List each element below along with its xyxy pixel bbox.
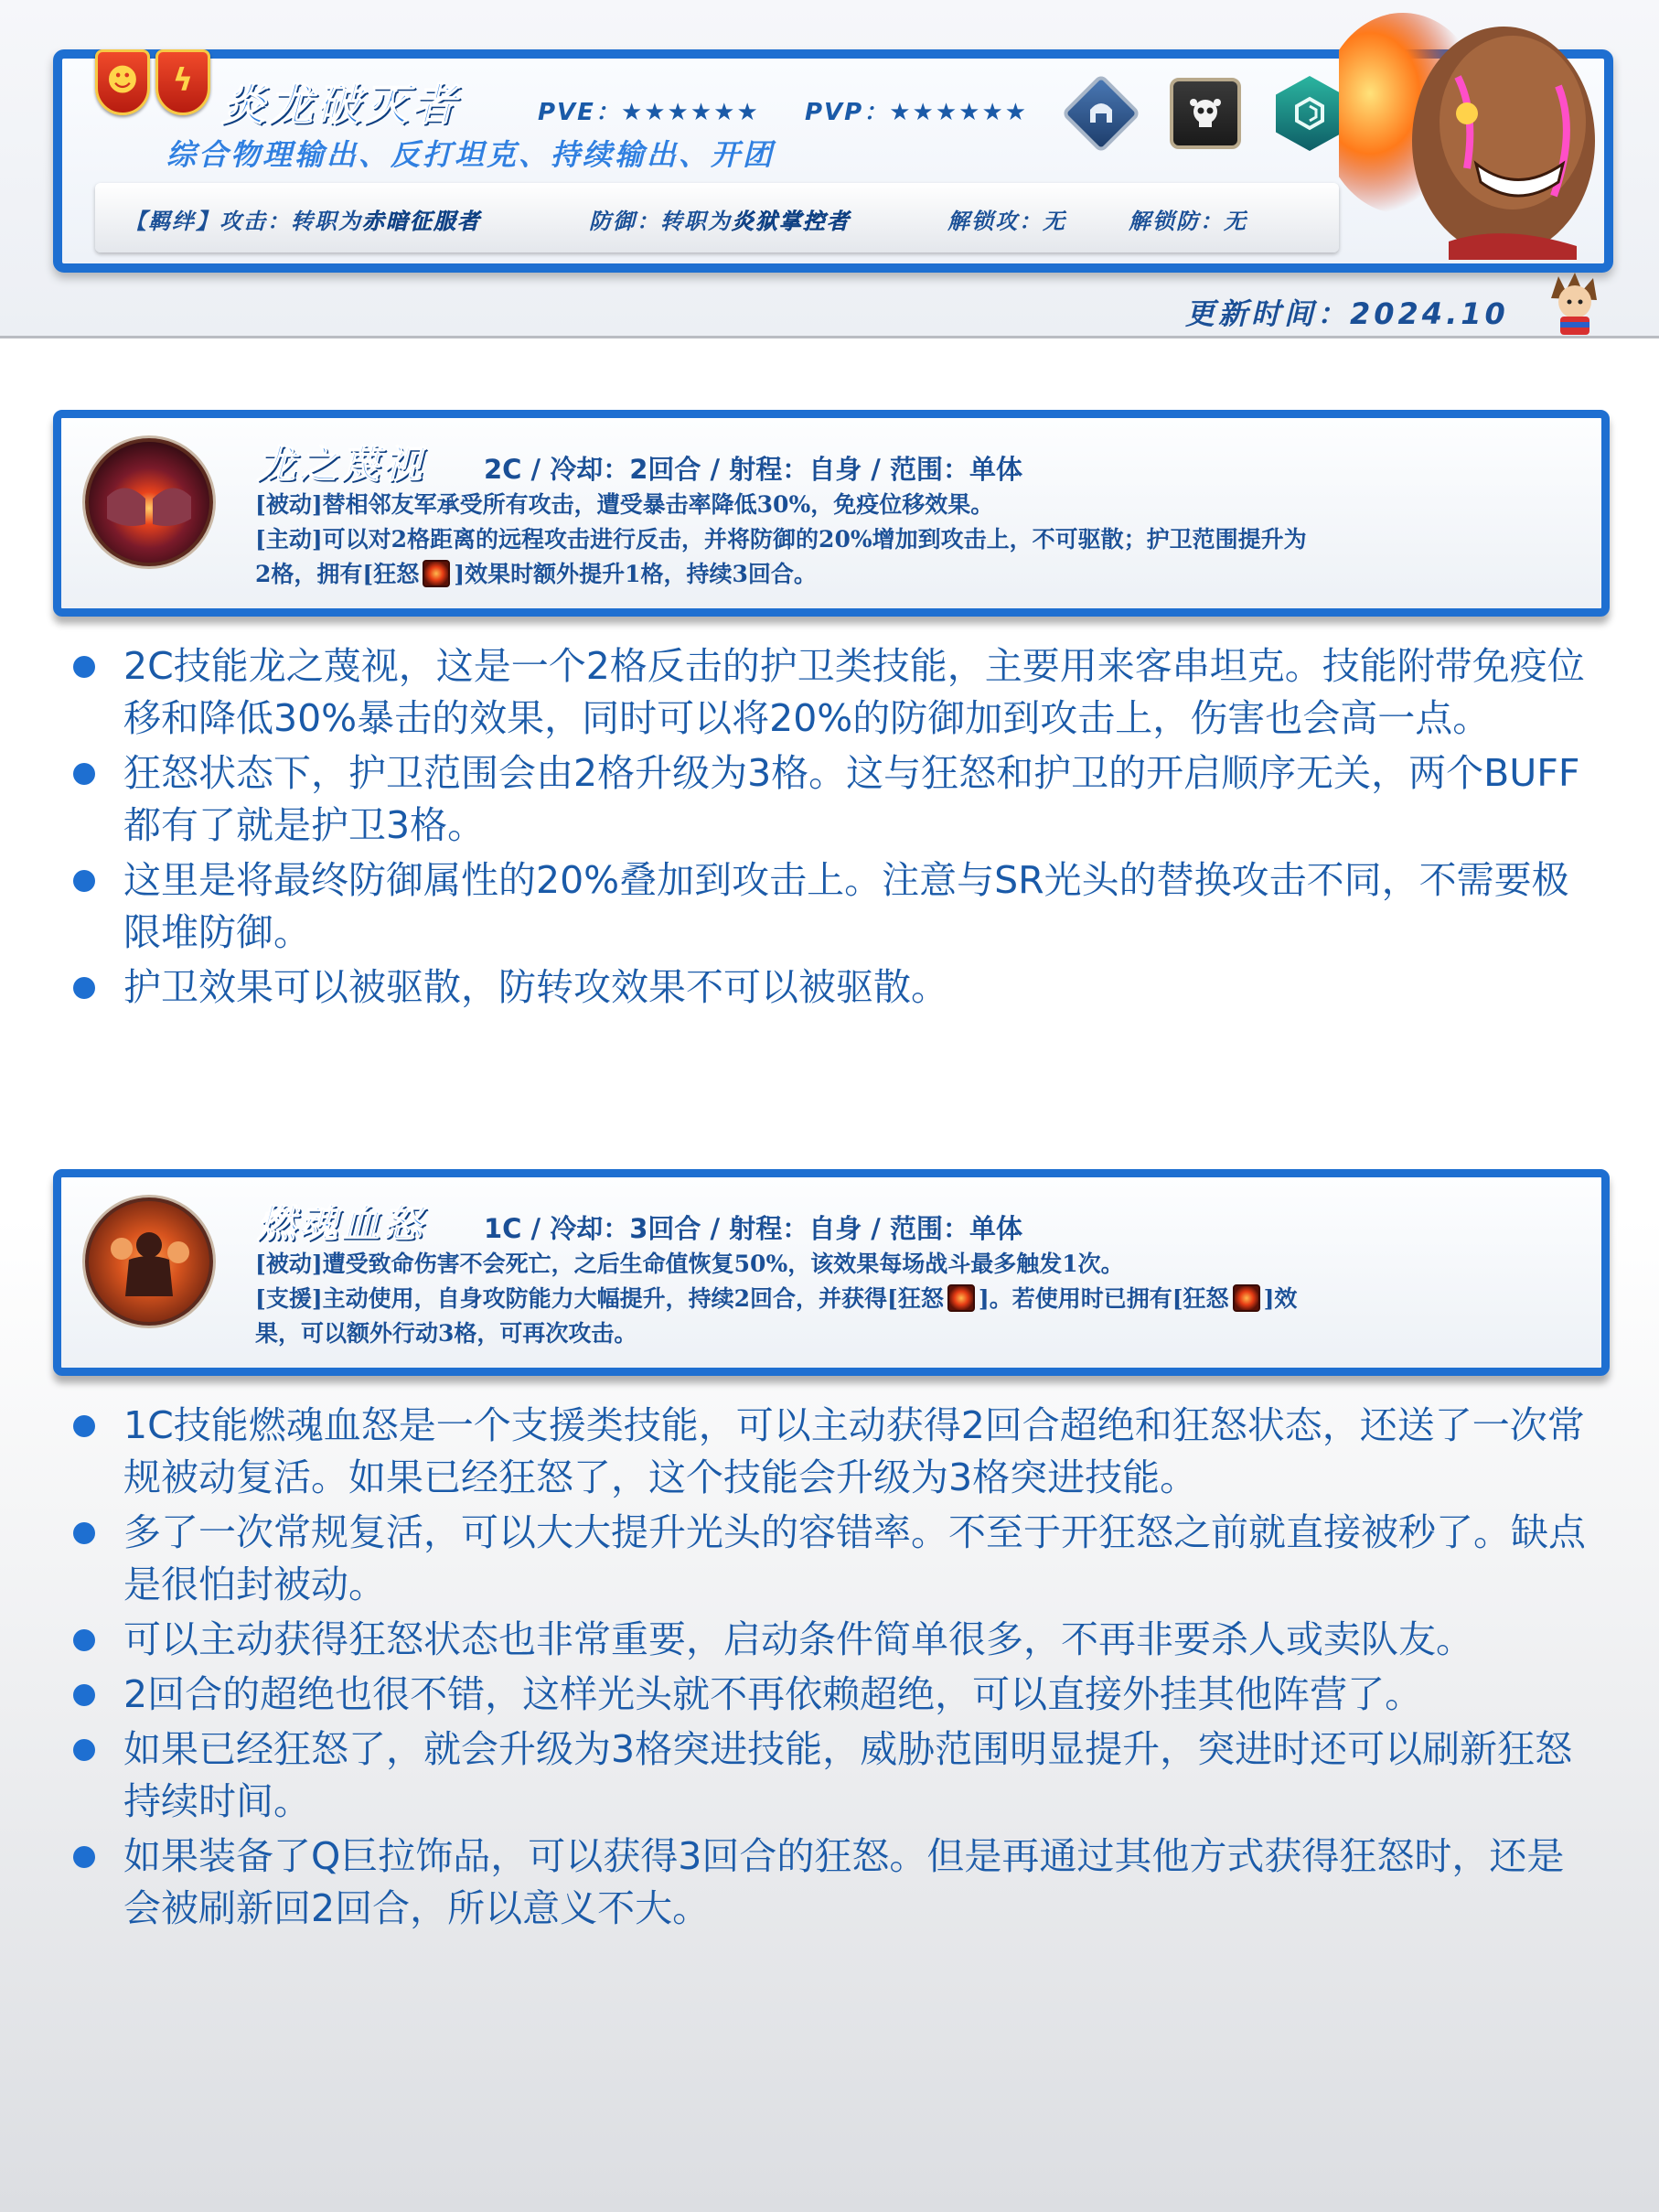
skill-card-dragon-disdain <box>53 410 1610 617</box>
bond-defense-class: 炎狱掌控者 <box>732 209 851 234</box>
list-item: 2C技能龙之蔑视，这是一个2格反击的护卫类技能，主要用来客串坦克。技能附带免疫位移和降低30%暴击的效果，同时可以将20%的防御加到攻击上，伤害也会高一点。 <box>73 640 1591 745</box>
skill-support-desc <box>255 1282 1600 1316</box>
list-item: 狂怒状态下，护卫范围会由2格升级为3格。这与狂怒和护卫的开启顺序无关，两个BUFF都有了就是护卫3格。 <box>73 747 1591 852</box>
crystal-icon <box>1271 75 1348 152</box>
rage-icon <box>947 1284 975 1312</box>
skill-2-notes <box>73 1400 1591 1938</box>
skill-card-burning-soul-rage <box>53 1169 1610 1376</box>
bond-prefix: 【羁绊】攻击：转职为 <box>124 209 362 234</box>
pvp-rating: PVP：★★★★★★ <box>805 99 1029 126</box>
fire-badge-icon: ϟ <box>155 49 210 115</box>
skill-active-desc-cont <box>255 557 1600 592</box>
list-item: 2回合的超绝也很不错，这样光头就不再依赖超绝，可以直接外挂其他阵营了。 <box>73 1669 1591 1721</box>
hero-roles: 综合物理输出、反打坦克、持续输出、开团 <box>166 137 776 172</box>
skill-passive-desc: [被动]遭受致命伤害不会死亡，之后生命值恢复50%，该效果每场战斗最多触发1次。 <box>255 1251 1124 1277</box>
dragon-disdain-skill-icon <box>85 438 213 566</box>
skill-passive-desc: [被动]替相邻友军承受所有攻击，遭受暴击率降低30%，免疫位移效果。 <box>255 491 994 518</box>
pve-rating: PVE：★★★★★★ <box>538 99 760 126</box>
unlock-defense: 解锁防：无 <box>1129 209 1247 234</box>
skill-active-desc: [主动]可以对2格距离的远程攻击进行反击，并将防御的20%增加到攻击上，不可驱散；护卫范围提升为 <box>255 526 1307 553</box>
list-item: 可以主动获得狂怒状态也非常重要，启动条件简单很多，不再非要杀人或卖队友。 <box>73 1614 1591 1666</box>
list-item: 多了一次常规复活，可以大大提升光头的容错率。不至于开狂怒之前就直接被秒了。缺点是很怕封被动。 <box>73 1507 1591 1611</box>
skill-desc-text: [支援]主动使用，自身攻防能力大幅提升，持续2回合，并获得[狂怒 <box>255 1285 944 1312</box>
skill-desc-text: ]效果时额外提升1格，持续3回合。 <box>454 561 817 587</box>
skull-icon <box>1167 75 1244 152</box>
skill-1-notes <box>73 640 1591 1016</box>
list-item: 1C技能燃魂血怒是一个支援类技能，可以主动获得2回合超绝和狂怒状态，还送了一次常规被动复活。如果已经狂怒了，这个技能会升级为3格突进技能。 <box>73 1400 1591 1504</box>
skill-support-desc-cont: 果，可以额外行动3格，可再次攻击。 <box>255 1320 637 1347</box>
bond-defense-prefix: 防御：转职为 <box>589 209 732 234</box>
burning-soul-rage-skill-icon <box>85 1197 213 1326</box>
list-item: 这里是将最终防御属性的20%叠加到攻击上。注意与SR光头的替换攻击不同，不需要极限堆防御。 <box>73 854 1591 959</box>
helmet-icon <box>1063 75 1140 152</box>
bond-defense-label <box>589 203 851 235</box>
skill-meta: 1C / 冷却：3回合 / 射程：自身 / 范围：单体 <box>484 1213 1022 1244</box>
rage-icon <box>423 560 450 587</box>
chibi-mascot <box>1538 271 1611 338</box>
skill-desc-text: 2格，拥有[狂怒 <box>255 561 420 587</box>
rage-icon <box>1233 1284 1260 1312</box>
list-item: 护卫效果可以被驱散，防转攻效果不可以被驱散。 <box>73 961 1591 1014</box>
hero-name: 炎龙破灭者 <box>221 80 460 131</box>
hero-portrait <box>1339 13 1613 260</box>
bond-attack-label <box>124 203 481 235</box>
unlock-attack: 解锁攻：无 <box>947 209 1066 234</box>
list-item: 如果已经狂怒了，就会升级为3格突进技能，威胁范围明显提升，突进时还可以刷新狂怒持续时间。 <box>73 1723 1591 1828</box>
attack-badge-icon: ☻ <box>95 49 150 115</box>
bond-attack-class: 赤暗征服者 <box>362 209 481 234</box>
update-time: 更新时间：2024.10 <box>1185 296 1509 331</box>
skill-title: 燃魂血怒 <box>257 1201 426 1246</box>
skill-desc-text: ]。若使用时已拥有[狂怒 <box>978 1285 1229 1312</box>
skill-title: 龙之蔑视 <box>257 442 426 487</box>
skill-meta: 2C / 冷却：2回合 / 射程：自身 / 范围：单体 <box>484 454 1022 485</box>
list-item: 如果装备了Q巨拉饰品，可以获得3回合的狂怒。但是再通过其他方式获得狂怒时，还是会被刷新回2回合，所以意义不大。 <box>73 1831 1591 1935</box>
skill-desc-text: ]效 <box>1263 1285 1298 1312</box>
